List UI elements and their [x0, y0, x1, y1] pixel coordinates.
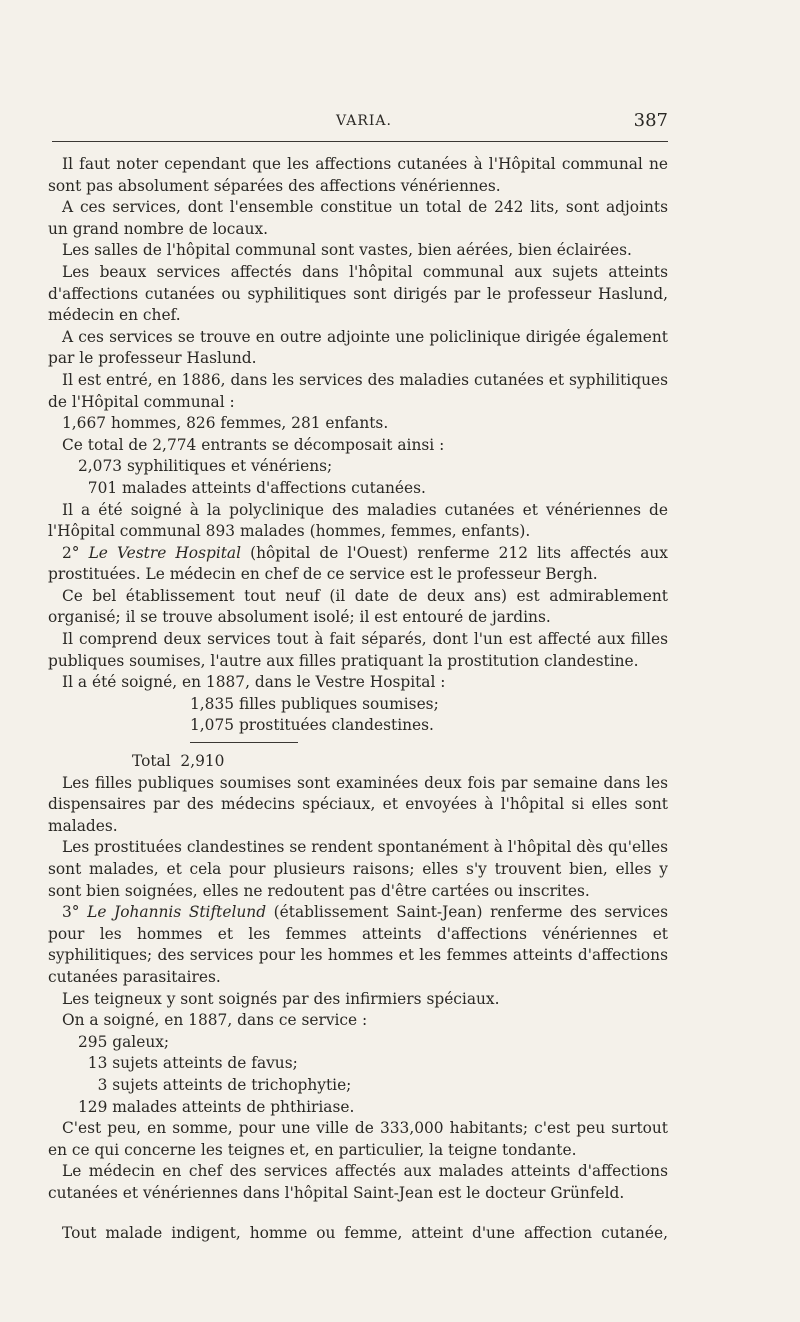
paragraph: C'est peu, en somme, pour une ville de 333,000 habitants; c'est peu surtout en ce qui concerne les teignes et, en particulier, la teigne tondante. — [48, 1119, 668, 1159]
page-number: 387 — [633, 110, 668, 131]
paragraph: Il faut noter cependant que les affections cutanées à l'Hôpital communal ne sont pas absolument séparées des affections vénériennes. — [48, 155, 668, 195]
running-head — [60, 110, 668, 134]
paragraph: 129 malades atteints de phthiriase. — [78, 1097, 355, 1116]
paragraph: 13 sujets atteints de favus; — [78, 1054, 298, 1073]
paragraph: Il est entré, en 1886, dans les services des maladies cutanées et syphilitiques de l'Hôpital communal : — [48, 370, 668, 411]
paragraph: 3° Le Johannis Stiftelund (établissement Saint-Jean) renferme des services pour les hommes et les femmes atteints d'affections vénériennes et syphilitiques; des services pour les hommes et les femmes atteints d'affections cutanées parasitaires. — [48, 903, 668, 986]
paragraph: Il comprend deux services tout à fait séparés, dont l'un est affecté aux filles publiques soumises, l'autre aux filles pratiquant la prostitution clandestine. — [48, 630, 668, 670]
paragraph: Il a été soigné, en 1887, dans le Vestre Hospital : — [62, 673, 446, 692]
running-head-title: VARIA. — [336, 113, 392, 129]
paragraph: Les beaux services affectés dans l'hôpital communal aux sujets atteints d'affections cutanées ou syphilitiques sont dirigés par le professeur Haslund, médecin en chef. — [48, 262, 668, 325]
paragraph: 2,073 syphilitiques et vénériens; — [78, 457, 333, 476]
paragraph: Les filles publiques soumises sont examinées deux fois par semaine dans les dispensaires par des médecins spéciaux, et envoyées à l'hôpital si elles sont malades. — [48, 773, 668, 835]
paragraph: 2° Le Vestre Hospital (hôpital de l'Ouest) renferme 212 lits affectés aux prostituées. Le médecin en chef de ce service est le professeur Bergh. — [48, 543, 668, 584]
paragraph-gap — [48, 1205, 668, 1223]
total-rule — [48, 737, 668, 751]
body-text — [48, 154, 668, 1244]
paragraph: On a soigné, en 1887, dans ce service : — [62, 1011, 368, 1030]
paragraph: 295 galeux; — [78, 1032, 170, 1051]
paragraph: A ces services se trouve en outre adjointe une policlinique dirigée également par le professeur Haslund. — [48, 327, 668, 368]
paragraph: Ce total de 2,774 entrants se décomposait ainsi : — [62, 435, 445, 454]
paragraph: 1,075 prostituées clandestines. — [190, 716, 434, 735]
italic-name: Le Johannis Stiftelund — [87, 903, 267, 922]
italic-name: Le Vestre Hospital — [88, 543, 242, 562]
paragraph: Ce bel établissement tout neuf (il date de deux ans) est admirablement organisé; il se trouve absolument isolé; il est entouré de jardins. — [48, 586, 668, 627]
paragraph: Les teigneux y sont soignés par des infirmiers spéciaux. — [62, 989, 500, 1008]
paragraph: Les prostituées clandestines se rendent spontanément à l'hôpital dès qu'elles sont malades, et cela pour plusieurs raisons; elles s'y trouvent bien, elles y sont bien soignées, elles ne redoutent pas d'être cartées ou inscrites. — [48, 838, 668, 900]
paragraph: Total 2,910 — [132, 752, 225, 771]
paragraph: 3 sujets atteints de trichophytie; — [78, 1075, 352, 1094]
paragraph: Les salles de l'hôpital communal sont vastes, bien aérées, bien éclairées. — [62, 241, 632, 260]
paragraph: A ces services, dont l'ensemble constitue un total de 242 lits, sont adjoints un grand nombre de locaux. — [48, 198, 668, 238]
paragraph: 701 malades atteints d'affections cutanées. — [78, 478, 426, 497]
header-rule — [52, 141, 668, 142]
paragraph: Tout malade indigent, homme ou femme, atteint d'une affection cutanée, — [62, 1223, 668, 1242]
paragraph: Le médecin en chef des services affectés aux malades atteints d'affections cutanées et vénériennes dans l'hôpital Saint-Jean est le docteur Grünfeld. — [48, 1162, 668, 1202]
paragraph: 1,835 filles publiques soumises; — [190, 694, 439, 713]
paragraph: 1,667 hommes, 826 femmes, 281 enfants. — [62, 414, 389, 433]
paragraph: Il a été soigné à la polyclinique des maladies cutanées et vénériennes de l'Hôpital communal 893 malades (hommes, femmes, enfants). — [48, 500, 668, 541]
